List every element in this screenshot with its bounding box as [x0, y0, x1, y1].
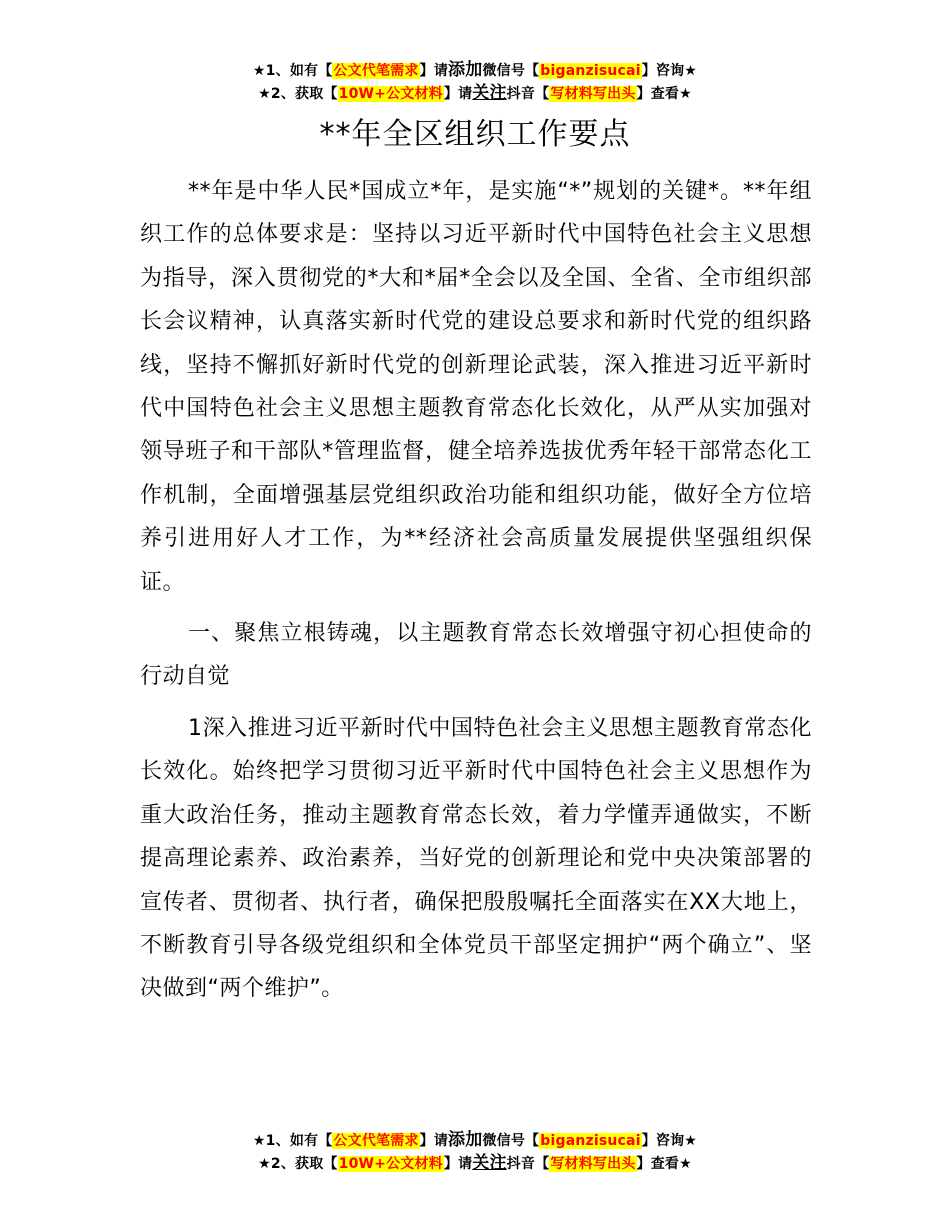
banner-highlight: 公文代笔需求	[333, 1133, 419, 1149]
banner-highlight: 10W+公文材料	[338, 86, 443, 102]
banner-text: 】请	[443, 86, 473, 102]
header-banner-line-2	[0, 82, 950, 105]
section-heading: 一、聚焦立根铸魂，以主题教育常态长效增强守初心担使命的行动自觉	[140, 621, 812, 690]
header-banner	[0, 59, 950, 105]
document-body	[140, 170, 812, 1019]
footer-banner-line-2	[0, 1152, 950, 1175]
banner-text: 抖音【	[506, 1156, 550, 1172]
banner-text: 微信号【	[482, 63, 540, 79]
footer-banner-line-1	[0, 1129, 950, 1152]
intro-paragraph: **年是中华人民*国成立*年，是实施“*”规划的关键*。**年组织工作的总体要求是：坚持以习近平新时代中国特色社会主义思想为指导，深入贯彻党的*大和*届*全会以及全国、全省、全市组织部长会议精神，认真落实新时代党的建设总要求和新时代党的组织路线，坚持不懈抓好新时代党的创新理论武装，深入推进习近平新时代中国特色社会主义思想主题教育常态化长效化，从严从实加强对领导班子和干部队*管理监督，健全培养选拔优秀年轻干部常态化工作机制，全面增强基层党组织政治功能和组织功能，做好全方位培养引进用好人才工作，为**经济社会高质量发展提供坚强组织保证。	[140, 179, 812, 595]
banner-text: ★1、如有【	[252, 63, 333, 79]
banner-text: 】咨询★	[641, 1133, 698, 1149]
banner-emphasis: 添加	[448, 60, 483, 80]
banner-text: ★2、获取【	[258, 1156, 338, 1172]
banner-emphasis: 关注	[472, 83, 507, 103]
banner-text: 】查看★	[636, 86, 692, 102]
banner-wechat-id: biganzisucai	[540, 1133, 641, 1149]
banner-text: 】咨询★	[641, 63, 698, 79]
banner-text: ★2、获取【	[258, 86, 338, 102]
banner-douyin-id: 写材料写出头	[550, 1156, 636, 1172]
banner-text: 微信号【	[482, 1133, 540, 1149]
banner-text: 抖音【	[506, 86, 550, 102]
banner-text: ★1、如有【	[252, 1133, 333, 1149]
header-banner-line-1	[0, 59, 950, 82]
banner-text: 】请	[419, 1133, 449, 1149]
banner-wechat-id: biganzisucai	[540, 63, 641, 79]
document-title: **年全区组织工作要点	[319, 117, 631, 152]
footer-banner	[0, 1129, 950, 1175]
banner-douyin-id: 写材料写出头	[550, 86, 636, 102]
banner-text: 】请	[443, 1156, 473, 1172]
banner-highlight: 公文代笔需求	[333, 63, 419, 79]
banner-text: 】请	[419, 63, 449, 79]
banner-highlight: 10W+公文材料	[338, 1156, 443, 1172]
banner-emphasis: 添加	[448, 1130, 483, 1150]
banner-text: 】查看★	[636, 1156, 692, 1172]
body-paragraph: 1深入推进习近平新时代中国特色社会主义思想主题教育常态化长效化。始终把学习贯彻习近平新时代中国特色社会主义思想作为重大政治任务，推动主题教育常态长效，着力学懂弄通做实，不断提高理论素养、政治素养，当好党的创新理论和党中央决策部署的宣传者、贯彻者、执行者，确保把殷殷嘱托全面落实在XX大地上，不断教育引导各级党组织和全体党员干部坚定拥护“两个确立”、坚决做到“两个维护”。	[140, 715, 812, 1002]
banner-emphasis: 关注	[472, 1153, 507, 1173]
